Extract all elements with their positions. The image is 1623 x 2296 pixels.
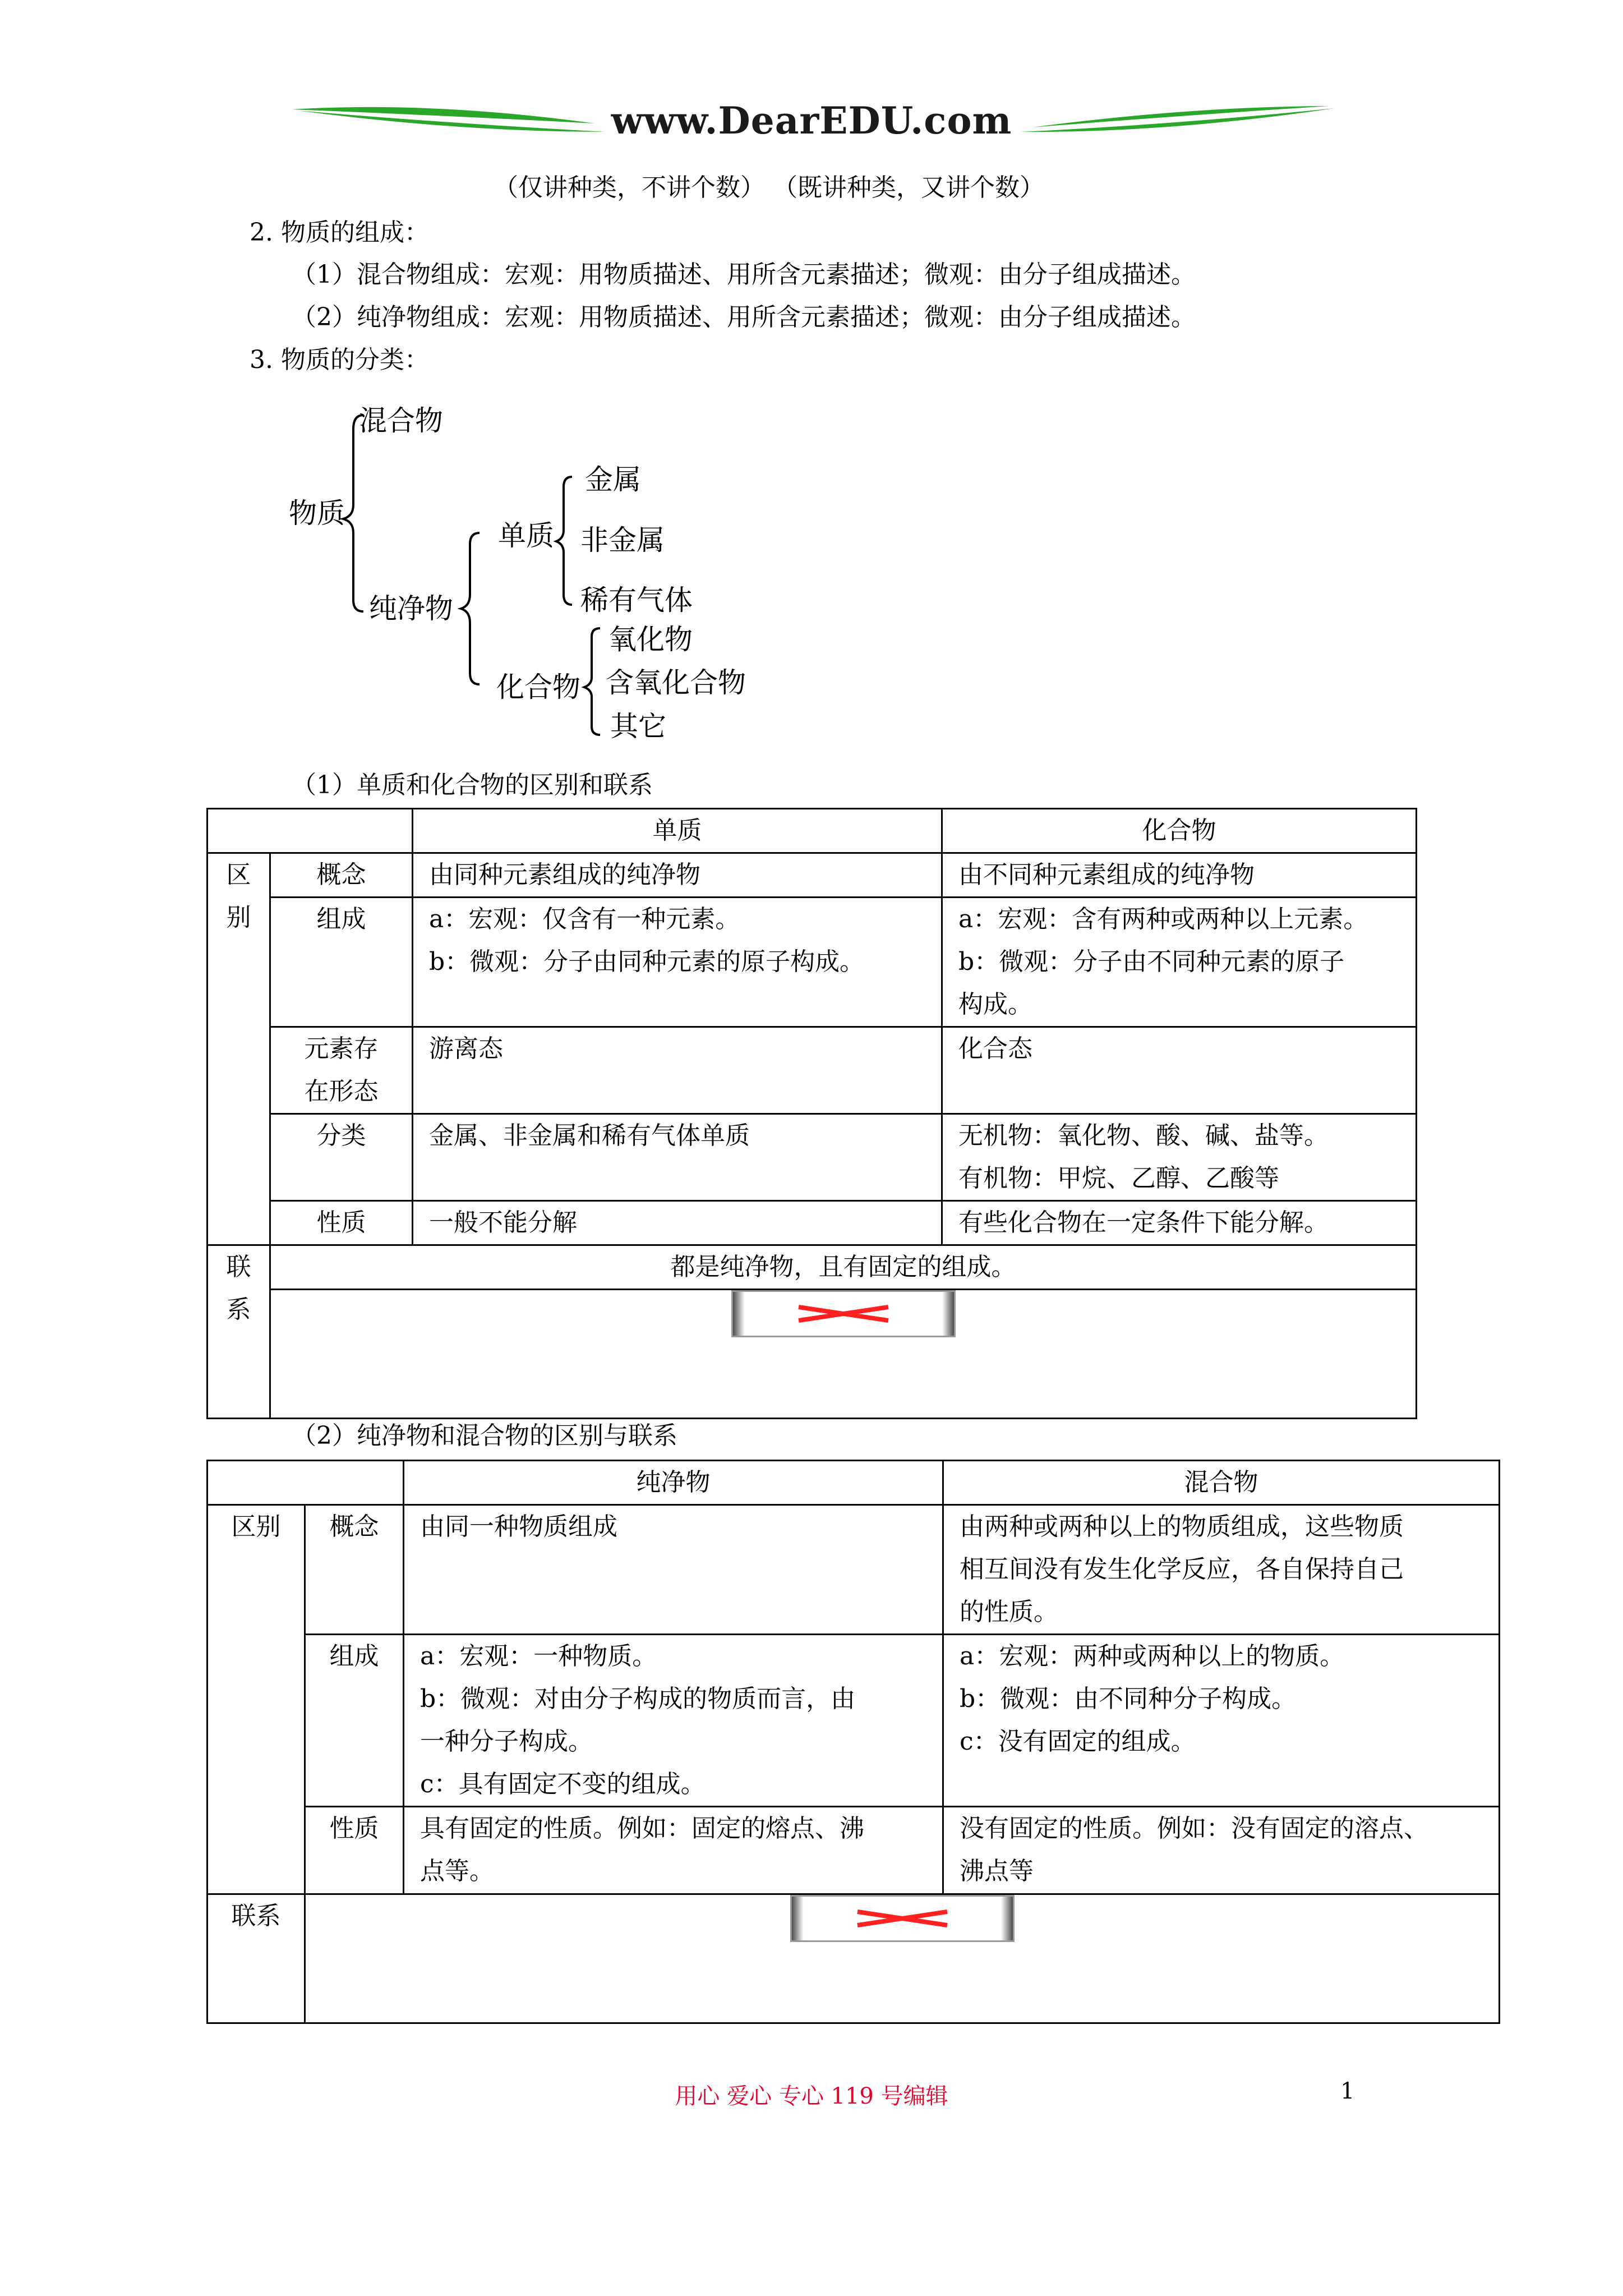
table1-row-label: 组成 xyxy=(270,898,413,1027)
tree-pure: 纯净物 xyxy=(369,592,453,625)
site-logo: www.DearEDU.com xyxy=(611,99,1012,142)
tree-nonmetal: 非金属 xyxy=(580,524,665,556)
table1-cell: 由不同种元素组成的纯净物 xyxy=(942,853,1417,898)
table1-row-label: 概念 xyxy=(270,853,413,898)
section-2-title: 2. 物质的组成： xyxy=(250,218,429,247)
table1-cell: a：宏观：仅含有一种元素。 b：微观：分子由同种元素的原子构成。 xyxy=(413,898,942,1027)
tree-mixture: 混合物 xyxy=(359,404,443,437)
table1-cell: 有些化合物在一定条件下能分解。 xyxy=(942,1201,1417,1245)
footer-text: 用心 爱心 专心 119 号编辑 xyxy=(675,2083,948,2109)
parenthetical-note: （仅讲种类，不讲个数） （既讲种类，又讲个数） xyxy=(494,173,1044,202)
table2-cell: 具有固定的性质。例如：固定的熔点、沸 点等。 xyxy=(404,1807,943,1894)
table2-cell: a：宏观：两种或两种以上的物质。 b：微观：由不同种分子构成。 c：没有固定的组成。 xyxy=(943,1635,1500,1807)
table2-link-image-cell xyxy=(305,1894,1500,2023)
tree-root: 物质 xyxy=(289,497,345,530)
table1-row-label: 元素存 在形态 xyxy=(270,1027,413,1114)
table1-row-label: 性质 xyxy=(270,1201,413,1245)
table1-cell: a：宏观：含有两种或两种以上元素。 b：微观：分子由不同种元素的原子 构成。 xyxy=(942,898,1417,1027)
table2-row-label: 概念 xyxy=(305,1505,404,1635)
table2-corner xyxy=(208,1461,404,1505)
table-pure-vs-mixture xyxy=(206,1460,1500,2024)
table1-caption: （1）单质和化合物的区别和联系 xyxy=(292,771,653,799)
page-number: 1 xyxy=(1340,2078,1355,2104)
table1-header-compound: 化合物 xyxy=(942,809,1417,853)
table2-caption: （2）纯净物和混合物的区别与联系 xyxy=(292,1421,677,1450)
tree-other: 其它 xyxy=(610,710,666,743)
table1-cell: 化合态 xyxy=(942,1027,1417,1114)
tree-metal: 金属 xyxy=(585,463,641,496)
table1-link-label: 联 系 xyxy=(208,1245,270,1419)
table2-cell: 由同一种物质组成 xyxy=(404,1505,943,1635)
table2-header-pure: 纯净物 xyxy=(404,1461,943,1505)
tree-oxy-compound: 含氧化合物 xyxy=(606,666,746,699)
table1-row-label: 分类 xyxy=(270,1114,413,1201)
table2-cell: 没有固定的性质。例如：没有固定的溶点、 沸点等 xyxy=(943,1807,1500,1894)
table2-cell: a：宏观：一种物质。 b：微观：对由分子构成的物质而言，由 一种分子构成。 c：具有固定不变的组成。 xyxy=(404,1635,943,1807)
tree-compound: 化合物 xyxy=(496,671,580,703)
tree-oxide: 氧化物 xyxy=(608,623,693,656)
section-2-item-1: （1）混合物组成：宏观：用物质描述、用所含元素描述；微观：由分子组成描述。 xyxy=(292,260,1196,289)
tree-noble-gas: 稀有气体 xyxy=(580,584,693,616)
table1-corner xyxy=(208,809,413,853)
table1-link-text: 都是纯净物，且有固定的组成。 xyxy=(270,1245,1417,1290)
section-2-item-2: （2）纯净物组成：宏观：用物质描述、用所含元素描述；微观：由分子组成描述。 xyxy=(292,303,1196,332)
table1-cell: 一般不能分解 xyxy=(413,1201,942,1245)
table1-cell: 由同种元素组成的纯净物 xyxy=(413,853,942,898)
broken-image-icon xyxy=(731,1290,956,1337)
table1-cell: 游离态 xyxy=(413,1027,942,1114)
table2-row-label: 性质 xyxy=(305,1807,404,1894)
table2-diff-label: 区别 xyxy=(208,1505,305,1894)
table1-cell: 无机物：氧化物、酸、碱、盐等。 有机物：甲烷、乙醇、乙酸等 xyxy=(942,1114,1417,1201)
table2-header-mixture: 混合物 xyxy=(943,1461,1500,1505)
table1-diff-label: 区 别 xyxy=(208,853,270,1245)
section-3-title: 3. 物质的分类： xyxy=(250,346,429,374)
table2-row-label: 组成 xyxy=(305,1635,404,1807)
broken-image-icon xyxy=(790,1895,1015,1942)
table1-header-element: 单质 xyxy=(413,809,942,853)
table-element-vs-compound xyxy=(206,808,1417,1419)
table2-link-label: 联系 xyxy=(208,1894,305,2023)
table1-link-image-cell xyxy=(270,1290,1417,1419)
table2-cell: 由两种或两种以上的物质组成，这些物质 相互间没有发生化学反应，各自保持自己 的性质。 xyxy=(943,1505,1500,1635)
table1-cell: 金属、非金属和稀有气体单质 xyxy=(413,1114,942,1201)
tree-element: 单质 xyxy=(498,519,554,552)
